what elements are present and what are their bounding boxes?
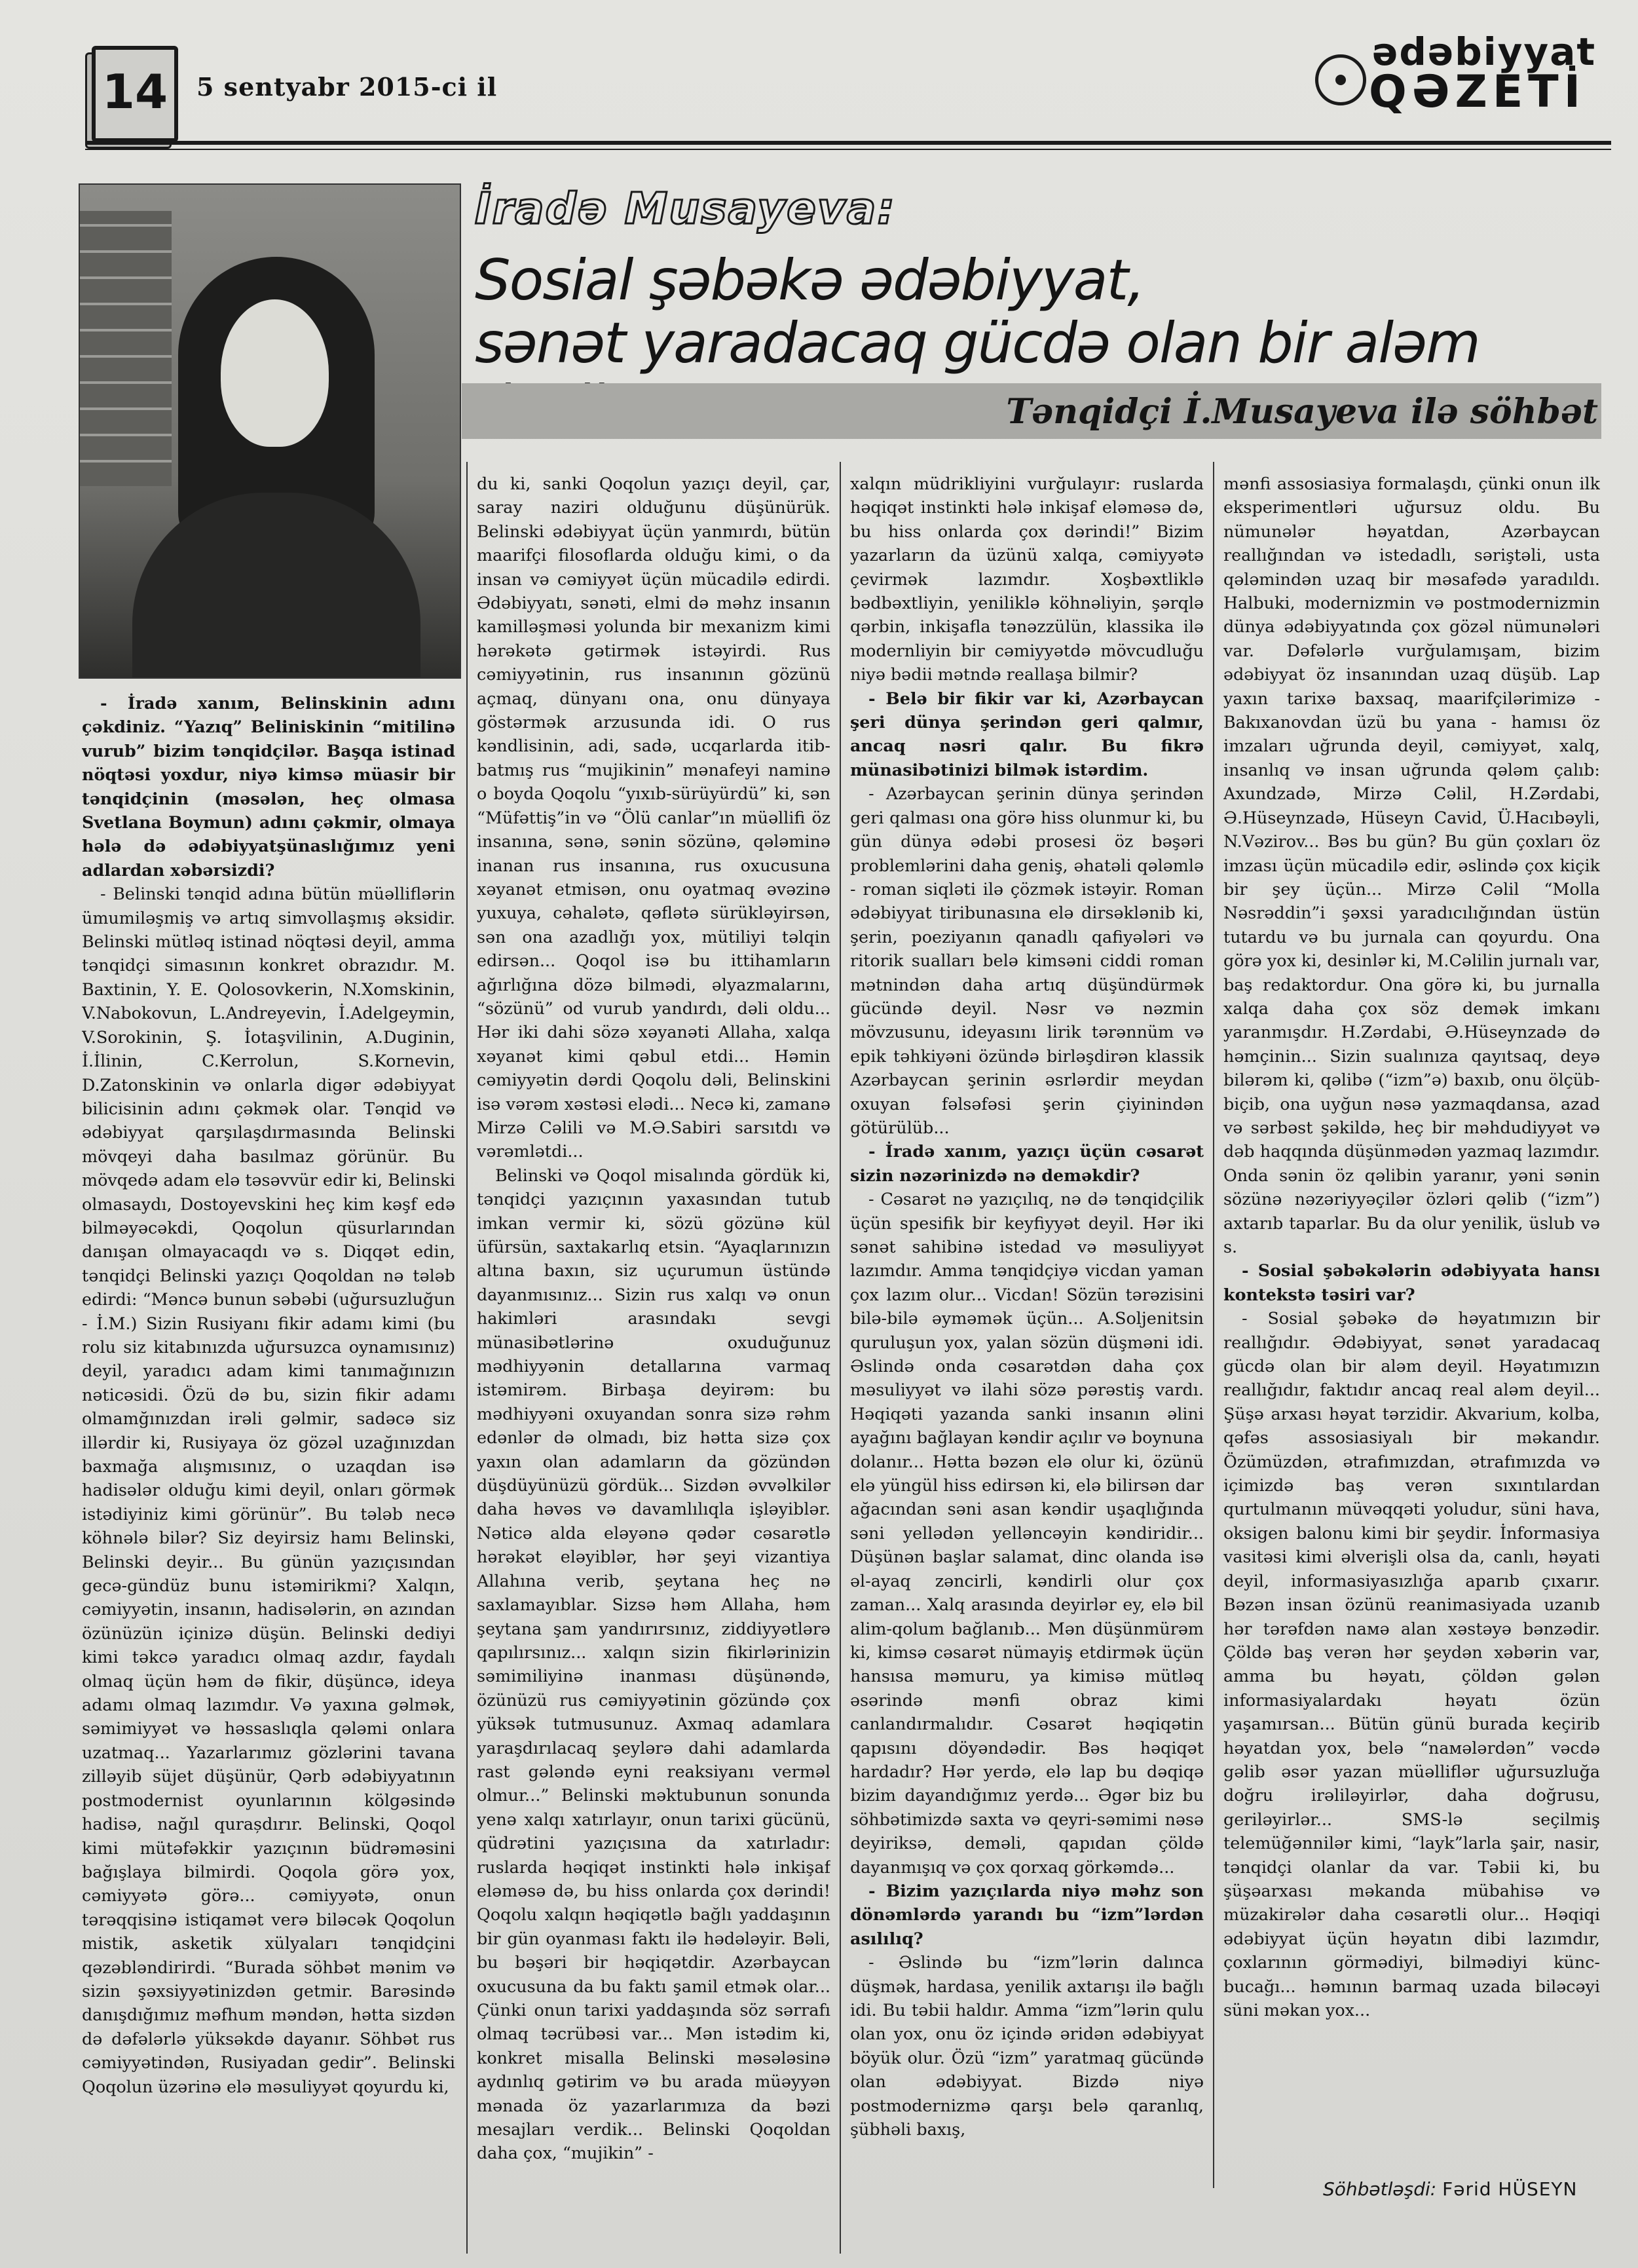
interview-question: - Belə bir fikir var ki, Azərbaycan şeri dünya şerindən geri qalmır, ancaq nəsri qalır. Bu fikrə münasibətinizi bilmək istərdim. (850, 688, 1204, 780)
logo-text-top: ədəbiyyat (1372, 29, 1597, 74)
article-column-4 (1223, 472, 1600, 2168)
headline-line-1: Sosial şəbəkə ədəbiyyat, (475, 248, 1144, 313)
logo-text-bottom: QƏZETİ (1369, 66, 1586, 118)
signature-name: Fərid HÜSEYN (1442, 2178, 1578, 2200)
column-rule (1213, 462, 1214, 2188)
interview-question: - İradə xanım, Belinskinin adını çəkdiniz. “Yazıq” Beliniskinin “mitilinə vurub” bizim tənqidçilər. Başqa istinad nöqtəsi yoxdur, niyə kimsə müasir bir tənqidçinin (məsələn, heç olmasa Svetlana Boymun) adını çəkmir, olmaya hələ də ədəbiyyatşünaslığımız yeni adlardan xəbərsizdi? (82, 693, 455, 880)
interview-paragraph: mənfi assosiasiya formalaşdı, çünki onun ilk eksperimentləri uğursuz oldu. Bu nümunələr həyatdan, Azərbaycan reallığından və istedadlı, səriştəli, usta qələmindən uzaq bir məsafədə yaradıldı. Halbuki, modernizmin və postmodernizmin dünya ədəbiyyatında çox gözəl nümunələri var. Dəfələrlə vurğulamışam, bizim ədəbiyyat öz insanından uzaq düşüb. Lap yaxın tarixə baxsaq, maarifçilərimizə - Bakıxanovdan üzü bu yana - hamısı öz imzaları uğrunda deyil, cəmiyyət, xalq, insanlıq və insan uğrunda qələm çalıb: Axundzadə, Mirzə Cəlil, H.Zərdabi, Ə.Hüseynzadə, Hüseyn Cavid, Ü.Hacıbəyli, N.Vəzirov... Bəs bu gün? Bu gün çoxları öz imzası üçün mücadilə edir, əslində çox kiçik bir şey üçün... Mirzə Cəlil “Molla Nəsrəddin”i şəxsi yaradıcılığından üstün tutardu və bu jurnala can qoyurdu. Ona görə yox ki, desinlər ki, M.Cəlilin jurnalı var, baş redaktordur. Ona görə ki, bu jurnalla xalqa daha çox söz demək imkanı yaranmışdır. H.Zərdabi, Ə.Hüseynzadə də həmçinin... Sizin sualınıza qayıtsaq, deyə bilərəm ki, qəlibə (“izm”ə) baxıb, onu ölçüb-biçib, ona uyğun nəsə yazmaqdansa, azad və sərbəst şəkildə, heç bir məhdudiyyət və dəb haqqında düşünmədən yazmaq lazımdır. Onda sənin öz qəlibin yaranır, yəni sənin sözünə nəzəriyyəçilər özləri qəlib (“izm”) axtarıb taparlar. Bu da olur yenilik, üslub və s. (1223, 474, 1600, 1257)
newspaper-logo (1310, 29, 1611, 118)
interview-paragraph: du ki, sanki Qoqolun yazıçı deyil, çar, saray naziri olduğunu düşünürük. Belinski ədəbiyyat üçün yanmırdı, bütün maarifçi filosoflarda olduğu kimi, o da insan və cəmiyyət üçün mücadilə edirdi. Ədəbiyyatı, sənəti, elmi də məhz insanın kamilləşməsi yolunda bir mexanizm kimi hərəkətə gətirmək istəyirdi. Rus cəmiyyətinin, rus insanının gözünü açmaq, dünyanı ona, onu dünyaya göstərmək arzusunda idi. O rus kəndlisinin, adi, sadə, ucqarlarda itib-batmış rus “mujikinin” mənafeyi naminə o boyda Qoqolu “yıxıb-sürüyürdü” ki, sən “Müfəttiş”in və “Ölü canlar”ın müəllifi öz insanına, sənə, sənin sözünə, qələminə inanan rus insanına, rus oxucusuna xəyanət etmisən, onu oyatmaq əvəzinə yuxuya, cəhalətə, qəflətə sürükləyirsən, sən ona azadlığı yox, mütiliyi təlqin edirsən... Qoqol isə bu ittihamların ağırlığına dözə bilmədi, əlyazmalarını, “sözünü” od vurub yandırdı, dəli oldu... Hər iki dahi sözə xəyanəti Allaha, xalqa xəyanət kimi qəbul etdi... Həmin cəmiyyətin dərdi Qoqolu dəli, Belinskini isə vərəm xəstəsi elədi... Necə ki, zamanə Mirzə Cəlili və M.Ə.Sabiri sarsıtdı və vərəmlətdi... (477, 474, 830, 1162)
interview-paragraph: - Cəsarət nə yazıçılıq, nə də tənqidçilik üçün spesifik bir keyfiyyət deyil. Hər iki sənət sahibinə istedad və məsuliyyət lazımdır. Amma tənqidçiyə vicdan yaman çox lazım olur... Vicdan! Sözün tərəzisini bilə-bilə əyməmək üçün... A.Soljenitsin quruluşun yox, yalan sözün düşməni idi. Əslində onda cəsarətdən daha çox məsuliyyət və ilahi sözə pərəstiş vardı. Həqiqəti yazanda sanki insanın əlini ayağını bağlayan kəndir açılır və boynuna dolanır... Hətta bəzən elə olur ki, özünü elə yüngül hiss edirsən ki, elə bilirsən dar ağacından səni asan kəndir uşaqlığında səni yellədən yelləncəyin kəndiridir... Düşünən başlar salamat, dinc olanda isə əl-ayaq zəncirli, kəndirli olur çox zaman... Xalq arasında deyirlər ey, elə bil alim-qolum bağlanıb... Mən düşünmürəm ki, kimsə cəsarət nümayiş etdirmək üçün hansısa məmuru, ya kimisə mütləq əsərində mənfi obraz kimi canlandırmalıdır. Cəsarət həqiqətin qapısını döyəndədir. Bəs həqiqət hardadır? Hər yerdə, elə lap bu dəqiqə bizim dayandığımız yerdə... Əgər biz bu söhbətimizdə saxta və qeyri-səmimi nəsə deyiriksə, deməli, qapıdan çöldə dayanmışıq və çox qorxaq görkəmdə... (850, 1189, 1204, 1877)
headline-line-2: sənət yaradacaq gücdə olan bir aləm (475, 311, 1480, 376)
article-column-1 (82, 691, 455, 2250)
logo-emblem-icon (1315, 54, 1366, 105)
issue-date: 5 sentyabr 2015-ci il (196, 72, 498, 102)
interview-question: - Bizim yazıçılarda niyə məhz son dönəmlərdə yarandı bu “izm”lərdən asılılıq? (850, 1880, 1204, 1948)
portrait-photo (79, 183, 461, 679)
article-column-3 (850, 472, 1204, 2250)
column-rule (466, 462, 468, 2254)
interview-paragraph: - Sosial şəbəkə də həyatımızın bir reallığıdır. Ədəbiyyat, sənət yaradacaq gücdə olan bir aləm deyil. Həyatımızın reallığıdır, faktıdır ancaq real aləm deyil... Şüşə arxası həyat tərzidir. Akvarium, kolba, qəfəs assosiasiyalı bir məkandır. Özümüzdən, ətrafımızdan, ətrafımızda və içimizdə baş verən sıxıntılardan qurtulmanın müvəqqəti yoludur, süni hava, oksigen balonu kimi bir şeydir. İnformasiya vasitəsi kimi əlverişli olsa da, canlı, həyati deyil, informasiyasızlığa aparıb çıxarır. Bəzən insan özünü reanimasiyada uzanıb hər tərəfdən naмə alan xəstəyə bənzədir. Çöldə baş verən hər şeydən xəbərin var, amma bu həyatı, çöldən gələn informasiyalardakı həyatı özün yaşamırsan... Bütün günü burada keçirib həyatdan yox, belə “naмələrdən” vəcdə gəlib əsər yazan müəlliflər uğursuzluğa doğru irəliləyirlər, daha doğrusu, geriləyirlər... SMS-lə seçilmiş telemüğənnilər kimi, “layk”larla şair, nasir, tənqidçi olanlar da var. Təbii ki, bu şüşəarxası məkanda mübahisə və müzakirələr daha cəsarətli olur... Həqiqi ədəbiyyat üçün həyatın dibi lazımdır, çoxlarının görmədiyi, bilmədiyi künc-bucağı... həmının barmaq uzada biləcəyi süni məkan yox... (1223, 1308, 1600, 2020)
header-divider-thin (85, 149, 1611, 150)
article-deck: Tənqidçi İ.Musayeva ilə söhbət (1006, 392, 1598, 432)
article-kicker: İradə Musayeva: (475, 183, 896, 234)
header-divider (85, 141, 1611, 145)
interview-paragraph: - Azərbaycan şerinin dünya şerindən geri qalması ona görə hiss olunmur ki, bu gün dünya ədəbi prosesi öz bəşəri problemlərini daha geniş, əhatəli qələmlə - roman siqləti ilə çözmək istəyir. Roman ədəbiyyat tiribunasına elə dirsəklənib ki, şerin, poeziyanın qanadlı qafiyələri və ritorik sualları belə kimsəni ciddi roman mətnindən daha artıq düşündürmək gücündə deyil. Nəsr və nəzmin mövzusunu, ideyasını lirik tərənnüm və epik təhkiyəni özündə birləşdirən klassik Azərbaycan şerinin əsrlərdir meydan oxuyan fəlsəfəsi şerin çiyinindən götürülüb... (850, 784, 1204, 1137)
page-number: 14 (102, 64, 168, 119)
interview-question: - Sosial şəbəkələrin ədəbiyyata hansı kontekstə təsiri var? (1223, 1260, 1600, 1304)
article-column-2 (477, 472, 830, 2250)
interview-paragraph: Belinski və Qoqol misalında gördük ki, tənqidçi yazıçının yaxasından tutub imkan vermir ki, sözü gözünə kül üfürsün, saxtakarlıq etsin. “Ayaqlarınızın altına baxın, siz uçurumun üstündə dayanmısınız... Sizin rus xalqı və onun hakimləri arasındakı sevgi münasibətlərinə oxuduğunuz mədhiyyənin detallarına varmaq istəmirəm. Birbaşa deyirəm: bu mədhiyyəni oxuyandan sonra sizə rəhm edənlər də olmadı, biz hətta sizə çox yaxın olan adamların da gözündən düşdüyünüzü gördük... Sizdən əvvəlkilər daha həvəs və davamlılıqla işləyiblər. Nəticə alda eləyənə qədər cəsarətlə hərəkət eləyiblər, hər şeyi vizantiya Allahına verib, şeytana heç nə saxlamayıblar. Sizsə həm Allaha, həm şeytana şam yandırırsınız, ziddiyyətlərə qapılırsınız... xalqın sizin fikirlərinizin səmimiliyinə inanması düşünəndə, özünüzü rus cəmiyyətinin gözündə çox yüksək tutmusunuz. Axmaq adamlara yaraşdırılacaq şeylərə dahi adamlarda rast gələndə eyni reaksiyanı verməl olmur...” Belinski məktubunun sonunda yenə xalqı xatırlayır, onun tarixi gücünü, qüdrətini yazıçısına da xatırladır: ruslarda həqiqət instinkti hələ inkişaf eləməsə də, bu hiss onlarda çox dərindi! Qoqolu xalqın həqiqətlə bağlı yaddaşının bir gün oyanması faktı ilə hədələyir. Bəli, bu bəşəri bir həqiqətdir. Azərbaycan oxucusuna da bu faktı şamil etmək olar... Çünki onun tarixi yaddaşında söz sərrafı olmaq təcrübəsi var... Mən istədim ki, konkret misalla Belinski məsələsinə aydınlıq gətirim və bu arada müəyyən mənada öz yazarlarımıza da bəzi mesajları verdik... Belinski Qoqoldan daha çox, “mujikin” - (477, 1165, 830, 2163)
signature-label: Söhbətləşdi: (1323, 2178, 1437, 2200)
interview-paragraph: xalqın müdrikliyini vurğulayır: ruslarda həqiqət instinkti hələ inkişaf eləməsə də, bu hiss onlarda çox dərindi!” Bizim yazarların da üzünü xalqa, cəmiyyətə çevirmək lazımdır. Xoşbəxtliklə bədbəxtliyin, yeniliklə köhnəliyin, şərqlə qərbin, inkişafla tənəzzülün, klassika ilə modernliyin bir cəmiyyətdə mövcudluğu niyə bədii mətndə reallaşa bilmir? (850, 474, 1204, 685)
article-signature (1323, 2178, 1577, 2200)
photo-background-shelf (80, 211, 172, 486)
page-number-book-icon (92, 46, 178, 142)
interview-paragraph: - Belinski tənqid adına bütün müəlliflərin ümumiləşmiş və artıq simvollaşmış əksidir. Belinski mütləq istinad nöqtəsi deyil, amma tənqidçi simasının konkret obrazıdır. M. Baxtinin, Y. E. Qolosovkerin, N.Xomskinin, V.Nabokovun, L.Andreyevin, İ.Adelgeymin, V.Sorokinin, Ş. İotaşvilinin, A.Duginin, İ.İlinin, C.Kerrolun, S.Kornevin, D.Zatonskinin və onlarla digər ədəbiyyat bilicisinin adını çəkmək olar. Tənqid və ədəbiyyat qarşılaşdırmasında Belinski mövqeyi daha basılmaz görünür. Bu mövqedə adam elə təsəvvür edir ki, Belinski olmasaydı, Dostoyevskini heç kim kəşf edə bilməyəcəkdi, Qoqolun qüsurlarından danışan olmayacaqdı və s. Diqqət edin, tənqidçi Belinski yazıçı Qoqoldan nə tələb edirdi: “Məncə bunun səbəbi (uğursuzluğun - İ.M.) Sizin Rusiyanı fikir adamı kimi (bu rolu siz kitabınızda uğursuzca oynamısınız) deyil, yaradıcı adam kimi tanımağınızın nəticəsidi. Özü də bu, sizin fikir adamı olmamğınızdan irəli gəlmir, sadəcə siz illərdir ki, Rusiyaya öz gözəl uzağınızdan baxmağa alışmısınız, o uzaqdan isə hadisələr olduğu kimi deyil, onları görmək istədiyiniz kimi görünür”. Bu tələb necə köhnələ bilər? Siz deyirsiz hamı Belinski, Belinski deyir... Bu günün yazıçısından gecə-gündüz bunu istəmirikmi? Xalqın, cəmiyyətin, insanın, hadisələrin, ən azından özünüzün içinizə düşün. Belinski dediyi kimi təkcə yaradıcı olmaq azdır, faydalı olmaq üçün həm də fikir, düşüncə, ideya adamı olmaq lazımdır. Və yaxına gəlmək, səmimiyyət və həssaslıqla qələmi onlara uzatmaq... Yazarlarımız gözlərini tavana zilləyib süjet düşünür, Qərb ədəbiyyatının postmodernist oyunlarının kölgəsində hadisə, nağıl qurașdırır. Belinski, Qoqol kimi mütəfəkkir yazıçının büdrəməsini bağışlaya bilmirdi. Qoqola görə yox, cəmiyyətə görə... cəmiyyətə, onun tərəqqisinə istiqamət verə biləcək Qoqolun mistik, asketik xülyaları tənqidçini qəzəbləndirirdi. “Burada söhbət mənim və sizin şəxsiyyətinizdən getmir. Barəsində danışdığımız məfhum məndən, hətta sizdən də dəfələrlə yüksəkdə dayanır. Söhbət rus cəmiyyətindən, Rusiyadan gedir”. Belinski Qoqolun üzərinə elə məsuliyyət qoyurdu ki, (82, 884, 455, 2096)
column-rule (840, 462, 841, 2254)
photo-body (132, 493, 420, 679)
interview-question: - İradə xanım, yazıçı üçün cəsarət sizin nəzərinizdə nə deməkdir? (850, 1141, 1204, 1185)
interview-paragraph: - Əslində bu “izm”lərin dalınca düşmək, hardasa, yenilik axtarışı ilə bağlı idi. Bu təbii haldır. Amma “izm”lərin qulu olan yox, onu öz içində əridən ədəbiyyat böyük olur. Özü “izm” yaratmaq gücündə olan ədəbiyyat. Bizdə niyə postmodernizmə qarşı belə qaranlıq, şübhəli baxış, (850, 1952, 1204, 2140)
photo-face (221, 299, 329, 447)
